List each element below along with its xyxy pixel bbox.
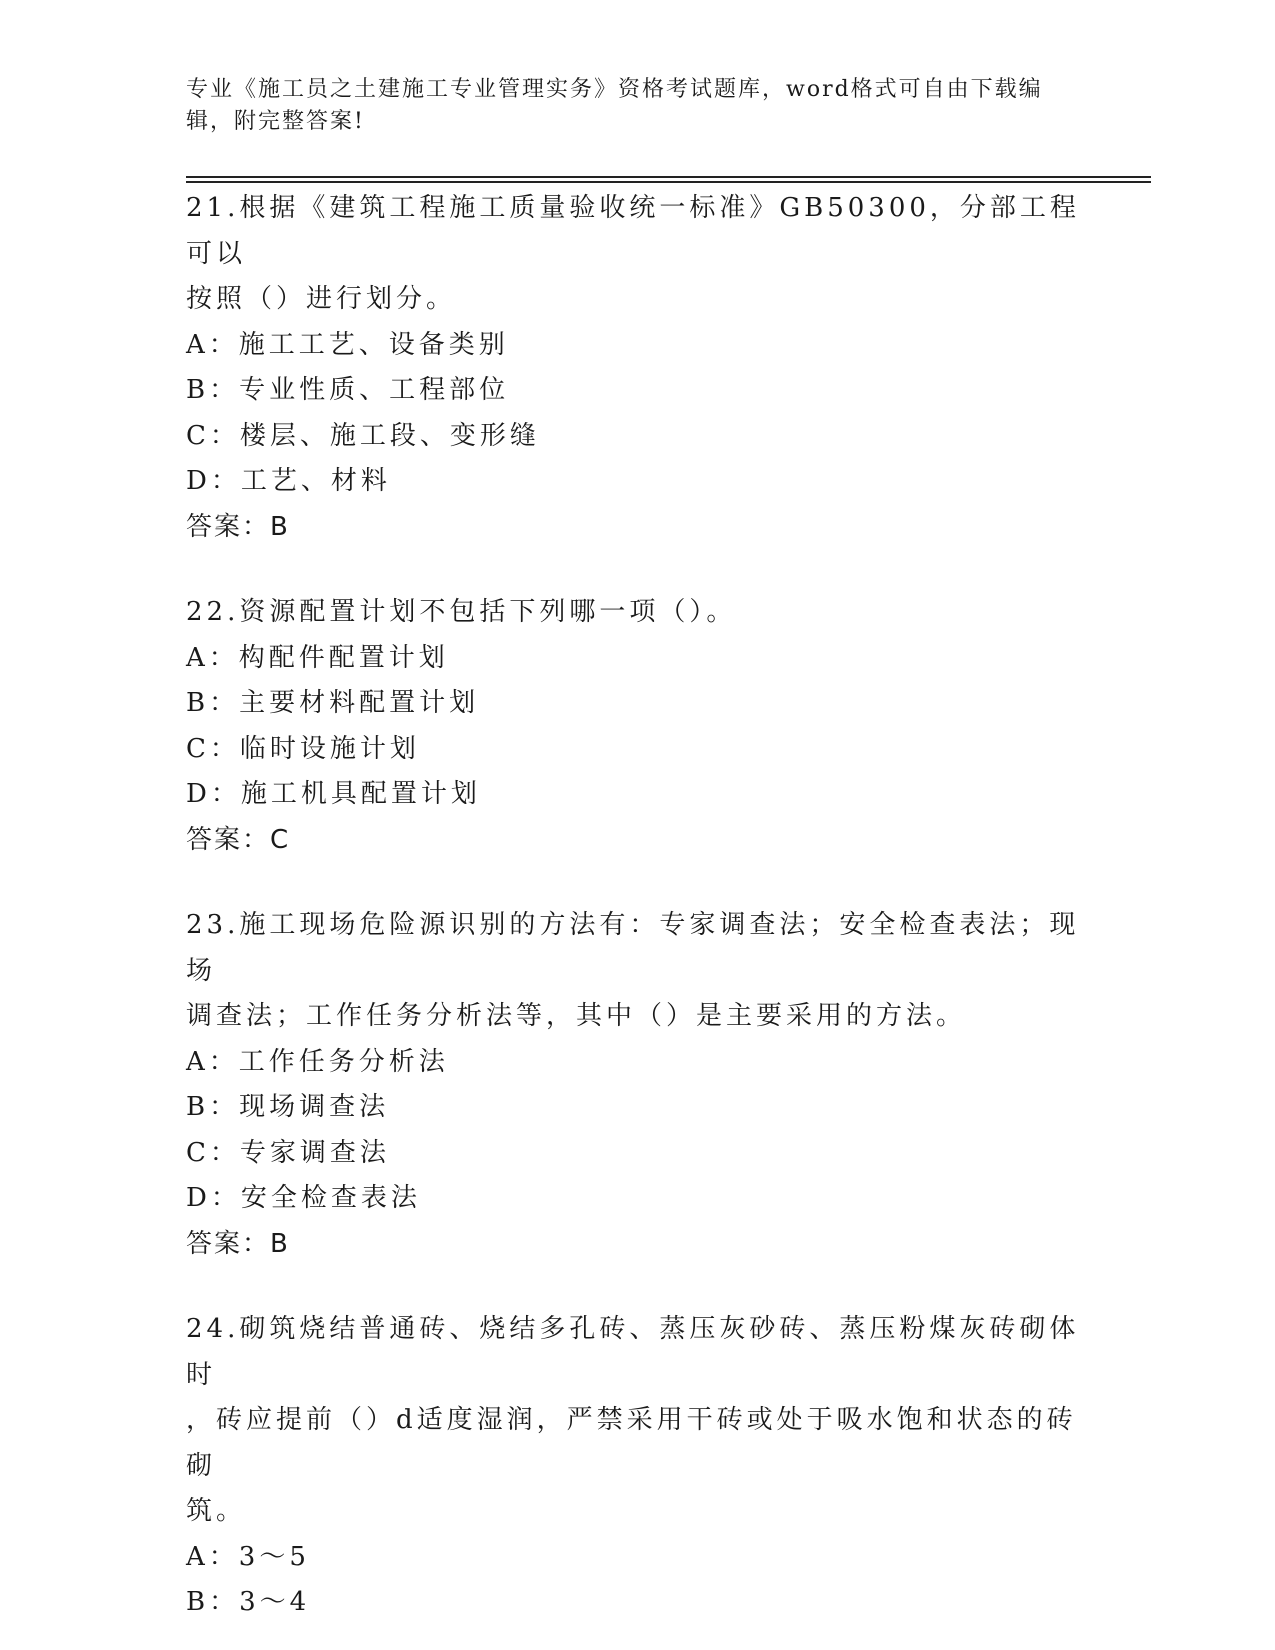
question-stem-line: 24.砌筑烧结普通砖、烧结多孔砖、蒸压灰砂砖、蒸压粉煤灰砖砌体时 [186, 1314, 1080, 1390]
header-rule-top [186, 176, 1151, 178]
option-d: D：安全检查表法 [186, 1183, 421, 1213]
question-stem-line: 23.施工现场危险源识别的方法有：专家调查法；安全检查表法；现场 [186, 910, 1080, 986]
question-stem-line: ，砖应提前（）d适度湿润，严禁采用干砖或处于吸水饱和状态的砖砌 [186, 1405, 1077, 1481]
option-c: C：专家调查法 [186, 1137, 390, 1168]
option-a: A：构配件配置计划 [186, 642, 449, 673]
option-d: D：工艺、材料 [186, 466, 391, 496]
question-stem-line: 21.根据《建筑工程施工质量验收统一标准》GB50300，分部工程可以 [186, 193, 1080, 269]
answer-line: 答案：C [186, 824, 291, 855]
document-header [186, 74, 1066, 138]
question-24 [186, 1307, 1086, 1626]
option-d: D：施工机具配置计划 [186, 779, 481, 809]
question-22 [186, 590, 1086, 863]
question-stem-line: 调查法；工作任务分析法等，其中（）是主要采用的方法。 [186, 1001, 967, 1031]
header-line-2: 辑，附完整答案! [186, 109, 365, 134]
question-21 [186, 186, 1086, 550]
option-a: A：工作任务分析法 [186, 1046, 449, 1077]
header-rule-bottom [186, 181, 1151, 183]
option-b: B：3～4 [186, 1587, 311, 1617]
question-list [186, 186, 1086, 1650]
option-a: A：3～5 [186, 1541, 310, 1572]
answer-line: 答案：B [186, 1228, 290, 1259]
header-line-1: 专业《施工员之土建施工专业管理实务》资格考试题库，word格式可自由下载编 [186, 77, 1043, 102]
question-stem-line: 筑。 [186, 1496, 247, 1526]
question-23 [186, 903, 1086, 1267]
option-a: A：施工工艺、设备类别 [186, 329, 509, 360]
question-stem-line: 22.资源配置计划不包括下列哪一项（）。 [186, 597, 737, 627]
question-stem-line: 按照（）进行划分。 [186, 284, 457, 314]
option-b: B：主要材料配置计划 [186, 688, 480, 718]
option-c: C：楼层、施工段、变形缝 [186, 420, 540, 451]
option-c: C：临时设施计划 [186, 733, 420, 764]
answer-line: 答案：B [186, 511, 290, 542]
option-b: B：现场调查法 [186, 1092, 390, 1122]
option-b: B：专业性质、工程部位 [186, 375, 510, 405]
